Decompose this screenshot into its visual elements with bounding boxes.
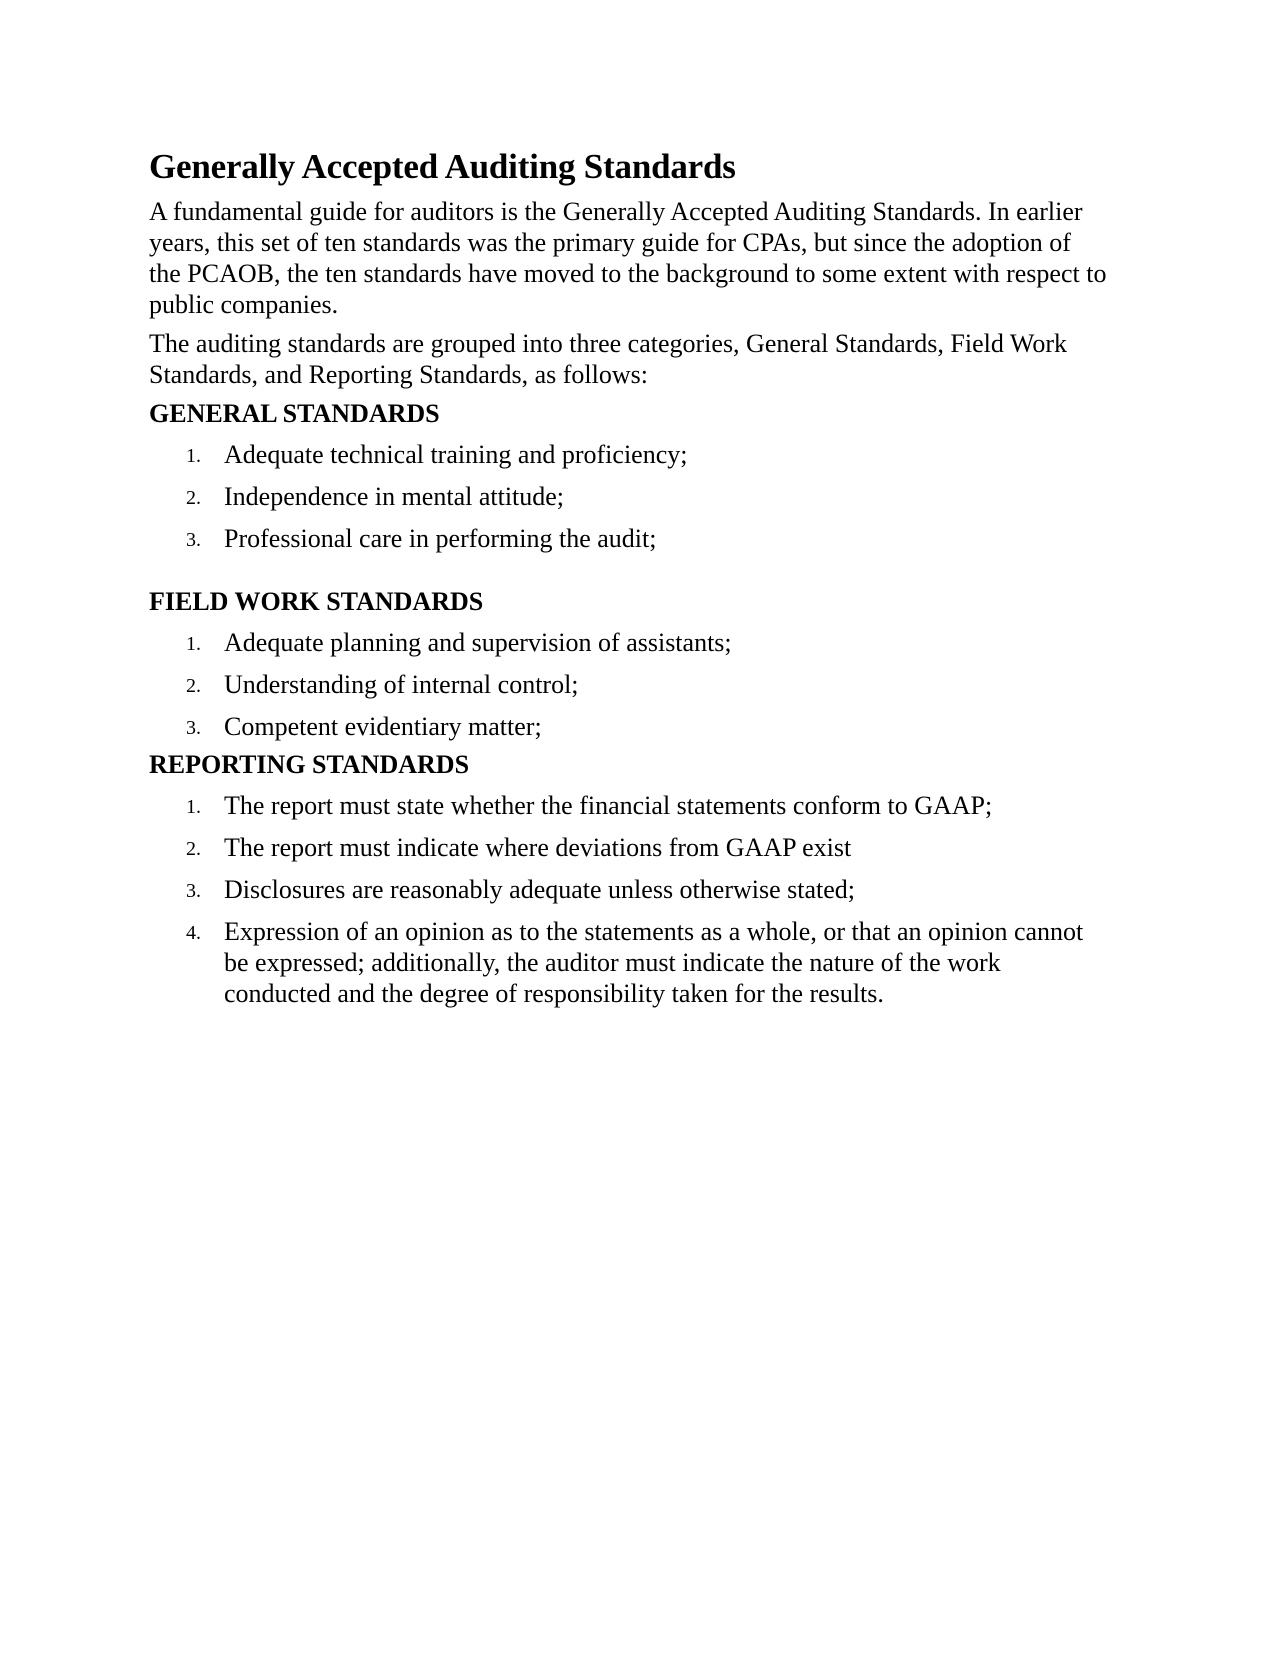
list-item-text: Adequate technical training and proficiency; — [224, 440, 688, 469]
list-item — [149, 627, 1109, 658]
field-work-standards-heading: FIELD WORK STANDARDS — [149, 587, 484, 616]
list-item — [149, 669, 1109, 700]
list-item — [149, 523, 1109, 554]
general-standards-list — [149, 439, 1109, 554]
list-item — [149, 790, 1109, 821]
list-item — [149, 874, 1109, 905]
list-number: 1. — [186, 796, 201, 818]
list-item-text: Adequate planning and supervision of assistants; — [224, 628, 732, 657]
list-item — [149, 711, 1109, 742]
list-number: 3. — [186, 529, 201, 551]
list-item-text: Disclosures are reasonably adequate unless otherwise stated; — [224, 875, 856, 904]
list-number: 3. — [186, 880, 201, 902]
list-number: 2. — [186, 487, 201, 509]
general-standards-heading: GENERAL STANDARDS — [149, 399, 440, 428]
list-item — [149, 481, 1109, 512]
list-item-text: The report must indicate where deviations from GAAP exist — [224, 833, 852, 862]
list-item-text: Competent evidentiary matter; — [224, 712, 542, 741]
list-item-text: Understanding of internal control; — [224, 670, 579, 699]
list-item — [149, 916, 1109, 1009]
list-number: 1. — [186, 633, 201, 655]
list-item-text: Expression of an opinion as to the statements as a whole, or that an opinion cannot be expressed; additionally, the auditor must indicate the nature of the work conducted and the degree of responsibility taken for the results. — [224, 917, 1084, 1008]
document-page — [149, 146, 1109, 1020]
list-number: 3. — [186, 717, 201, 739]
list-item-text: The report must state whether the financial statements conform to GAAP; — [224, 791, 993, 820]
list-number: 4. — [186, 922, 201, 944]
list-number: 2. — [186, 838, 201, 860]
list-number: 2. — [186, 675, 201, 697]
reporting-standards-list — [149, 790, 1109, 1009]
list-item-text: Professional care in performing the audit; — [224, 524, 657, 553]
list-item — [149, 439, 1109, 470]
list-item — [149, 832, 1109, 863]
categories-paragraph: The auditing standards are grouped into three categories, General Standards, Field Work Standards, and Reporting Standards, as follows: — [149, 329, 1067, 389]
list-item-text: Independence in mental attitude; — [224, 482, 565, 511]
intro-paragraph: A fundamental guide for auditors is the Generally Accepted Auditing Standards. In earlier years, this set of ten standards was the primary guide for CPAs, but since the adoption of the PCAOB, the ten standards have moved to the background to some extent with respect to public companies. — [149, 197, 1107, 319]
list-number: 1. — [186, 445, 201, 467]
field-work-standards-list — [149, 627, 1109, 742]
document-title: Generally Accepted Auditing Standards — [149, 147, 736, 186]
reporting-standards-heading: REPORTING STANDARDS — [149, 750, 470, 779]
